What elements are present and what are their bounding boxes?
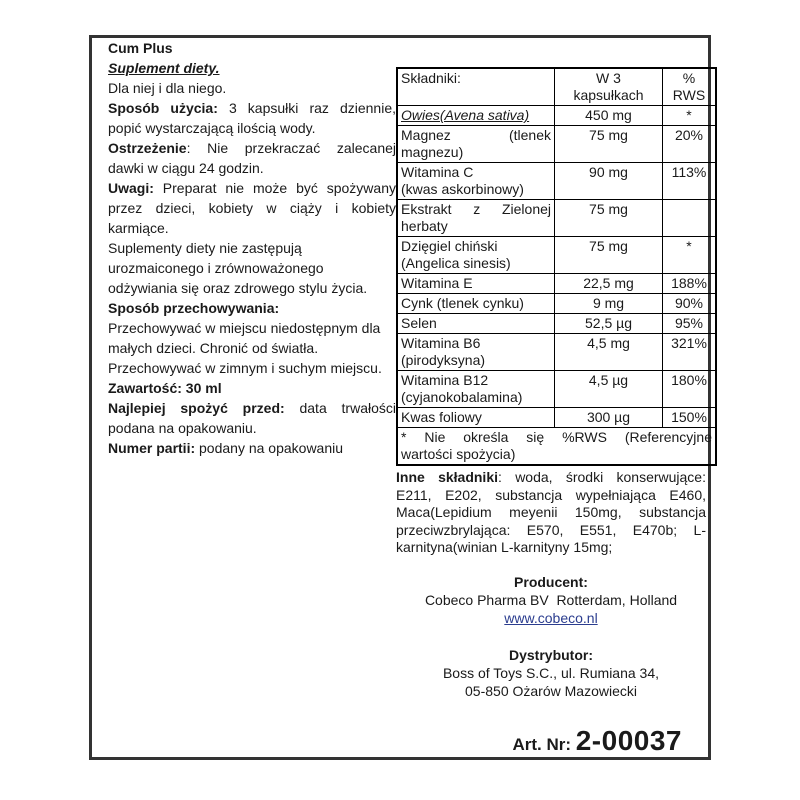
ingredient-amount: 9 mg — [555, 294, 663, 314]
ingredient-rws: 180% — [663, 371, 717, 408]
ingredient-amount: 75 mg — [555, 200, 663, 237]
storage-heading: Sposób przechowywania: — [108, 300, 280, 316]
ingredient-rws — [663, 200, 717, 237]
usage-label: Sposób użycia: — [108, 100, 218, 116]
ingredient-rws: 321% — [663, 334, 717, 371]
producer-name: Cobeco Pharma BV Rotterdam, Holland — [424, 591, 678, 608]
producer-section — [396, 573, 706, 627]
ingredient-amount: 4,5 µg — [555, 371, 663, 408]
ingredient-amount: 75 mg — [555, 237, 663, 274]
notes-label: Uwagi: — [108, 180, 154, 196]
other-ingredients-label: Inne składniki — [396, 469, 498, 485]
tagline: Dla niej i dla niego. — [108, 80, 227, 96]
ingredient-amount: 22,5 mg — [555, 274, 663, 294]
table-row — [397, 371, 716, 408]
notes-paragraph-2: Suplementy diety nie zastępują urozmaiconego i zrównoważonego odżywiania się oraz zdrowego stylu życia. — [108, 240, 368, 296]
distributor-label: Dystrybutor: — [508, 646, 593, 663]
warning-paragraph — [108, 138, 396, 178]
content-volume: Zawartość: 30 ml — [108, 380, 222, 396]
batch-text: podany na opakowaniu — [195, 440, 344, 456]
ingredient-rws: 20% — [663, 126, 717, 163]
notes-paragraph — [108, 178, 396, 238]
table-header-row — [397, 68, 716, 106]
col-header-ingredients: Składniki: — [397, 68, 555, 106]
distributor-address-line1: Boss of Toys S.C., ul. Rumiana 34, — [442, 664, 660, 681]
ingredient-rws: 95% — [663, 314, 717, 334]
ingredient-name: Selen — [397, 314, 555, 334]
ingredient-name: Dzięgiel chiński (Angelica sinesis) — [397, 237, 555, 274]
col-header-per-3-capsules: W 3 kapsułkach — [555, 68, 663, 106]
ingredient-amount: 90 mg — [555, 163, 663, 200]
ingredient-name: Ekstrakt z Zielonej herbaty — [397, 200, 555, 237]
table-row — [397, 314, 716, 334]
ingredient-name: Witamina B6 (pirodyksyna) — [397, 334, 555, 371]
warning-text: : Nie przekraczać zalecanej dawki w ciągu 24 godzin. — [108, 140, 396, 176]
subtitle-supplement: Suplement diety. — [108, 60, 220, 76]
ingredient-amount: 300 µg — [555, 408, 663, 428]
ingredient-name: Kwas foliowy — [397, 408, 555, 428]
table-row — [397, 126, 716, 163]
website-link[interactable]: www.cobeco.nl — [504, 609, 598, 626]
ingredient-amount: 52,5 µg — [555, 314, 663, 334]
ingredient-amount: 4,5 mg — [555, 334, 663, 371]
article-number-line — [396, 725, 706, 757]
warning-label: Ostrzeżenie — [108, 140, 187, 156]
ingredient-rws: * — [663, 237, 717, 274]
article-number-value: 2-00037 — [575, 724, 682, 756]
ingredient-amount: 450 mg — [555, 106, 663, 126]
table-row — [397, 163, 716, 200]
other-ingredients-paragraph — [396, 469, 706, 557]
col-header-rws: % RWS — [663, 68, 717, 106]
ingredient-name: Witamina B12 (cyjanokobalamina) — [397, 371, 555, 408]
ingredients-table — [396, 67, 717, 466]
ingredient-name: Witamina E — [397, 274, 555, 294]
ingredient-rws: 150% — [663, 408, 717, 428]
table-footnote-row — [397, 428, 716, 466]
distributor-section — [396, 646, 706, 700]
ingredient-name: Cynk (tlenek cynku) — [397, 294, 555, 314]
table-row — [397, 200, 716, 237]
ingredient-rws: * — [663, 106, 717, 126]
ingredient-rws: 113% — [663, 163, 717, 200]
other-ingredients-text: : woda, środki konserwujące: E211, E202, substancja wypełniająca E460, Maca(Lepidium meyenii 150mg, substancja przeciwzbrylająca: E570, E551, E470b; L-karnityna(winian L-karnityny 15mg; — [396, 469, 706, 555]
ingredient-rws: 90% — [663, 294, 717, 314]
usage-paragraph — [108, 98, 396, 138]
label-frame — [89, 35, 711, 760]
table-row — [397, 274, 716, 294]
best-before-paragraph — [108, 398, 396, 438]
right-column — [396, 38, 712, 757]
left-column — [108, 38, 396, 458]
best-before-text: data trwałości podana na opakowaniu. — [108, 400, 396, 436]
table-row — [397, 237, 716, 274]
table-row — [397, 106, 716, 126]
ingredient-amount: 75 mg — [555, 126, 663, 163]
page-title: Cum Plus — [108, 40, 173, 56]
notes-text: Preparat nie może być spożywany przez dzieci, kobiety w ciąży i kobiety karmiące. — [108, 180, 396, 236]
ingredient-name: Owies(Avena sativa) — [397, 106, 555, 126]
batch-label: Numer partii: — [108, 440, 196, 456]
producer-label: Producent: — [514, 573, 588, 590]
batch-paragraph — [108, 438, 396, 458]
storage-text: Przechowywać w miejscu niedostępnym dla małych dzieci. Chronić od światła. Przechowywać w zimnym i suchym miejscu. — [108, 320, 382, 376]
table-row — [397, 294, 716, 314]
ingredient-rws: 188% — [663, 274, 717, 294]
ingredient-name: Magnez (tlenek magnezu) — [397, 126, 555, 163]
table-row — [397, 334, 716, 371]
table-footnote: * Nie określa się %RWS (Referencyjne wartości spożycia) — [397, 428, 716, 466]
table-row — [397, 408, 716, 428]
article-number-label: Art. Nr: — [512, 734, 576, 754]
best-before-label: Najlepiej spożyć przed: — [108, 400, 285, 416]
distributor-address-line2: 05-850 Ożarów Mazowiecki — [465, 682, 637, 699]
ingredient-name: Witamina C (kwas askorbinowy) — [397, 163, 555, 200]
usage-text: 3 kapsułki raz dziennie, popić wystarczającą ilością wody. — [108, 100, 397, 136]
